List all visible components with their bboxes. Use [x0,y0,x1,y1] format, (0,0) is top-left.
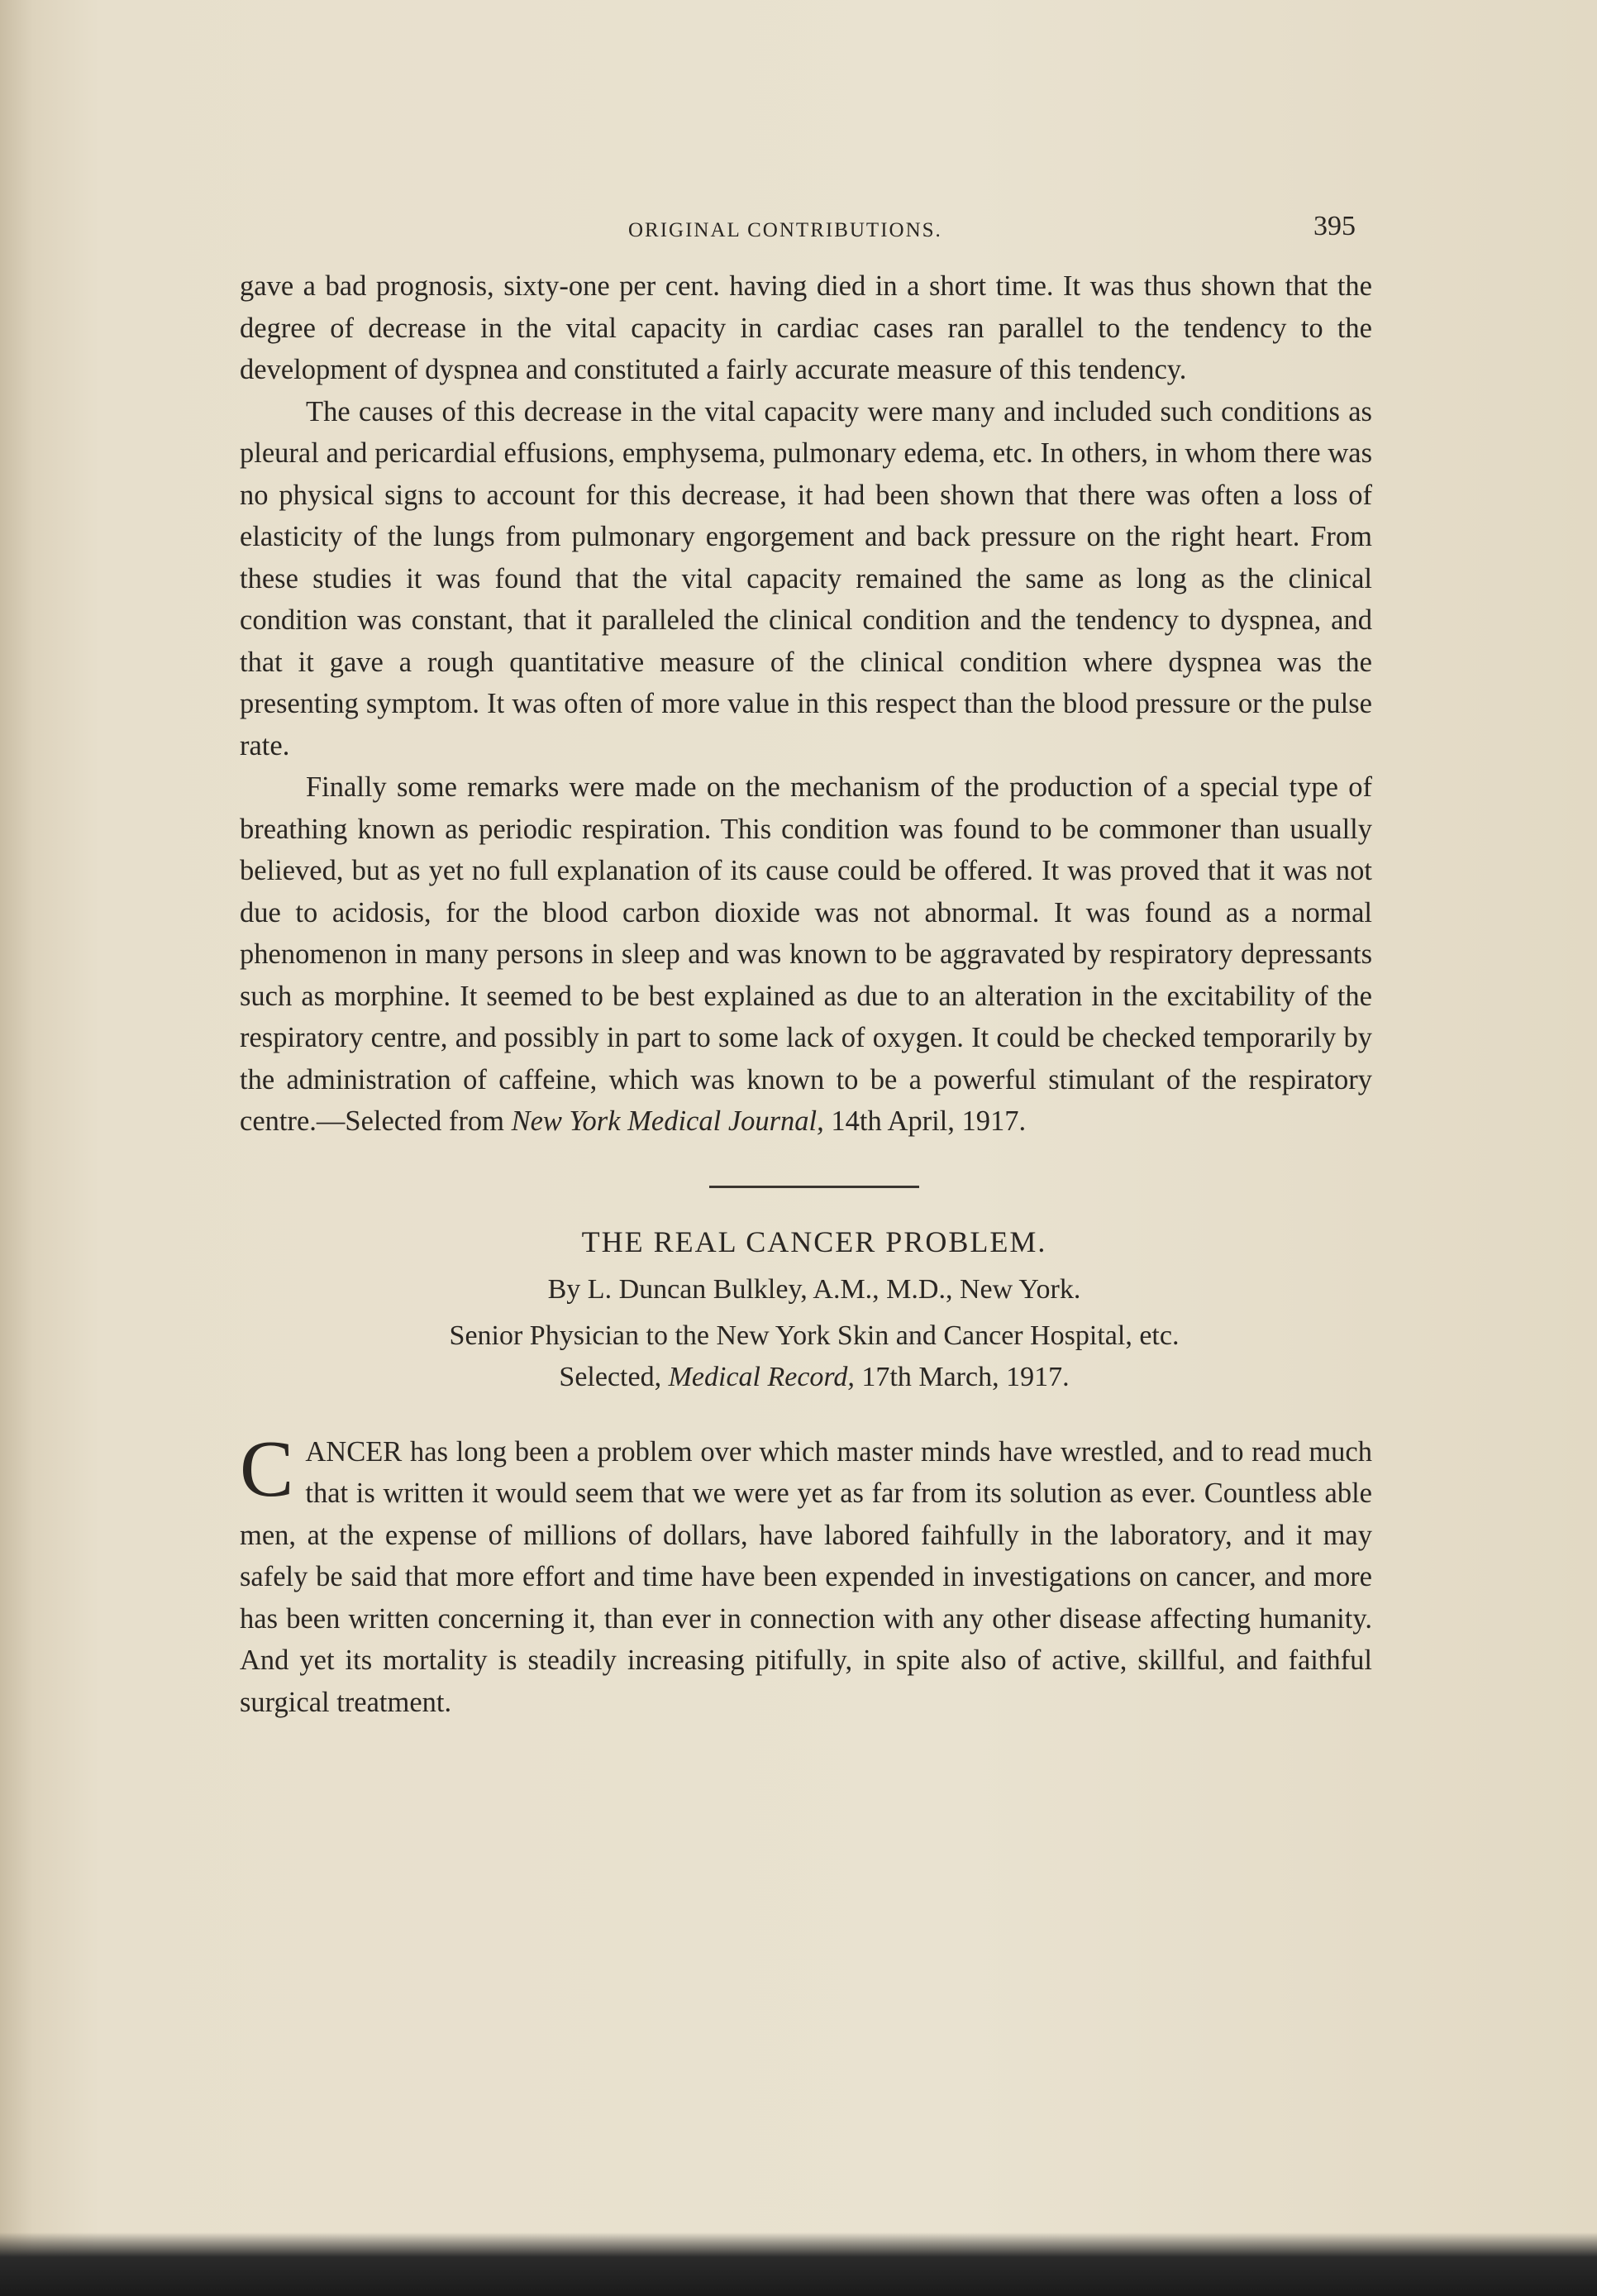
paragraph-text: Finally some remarks were made on the mechanism of the production of a special type of breathing known as periodic respiration. This condition was found to be commoner than usually believed, but as yet no full explanation of its cause could be offered. It was proved that it was not due to acidosis, for the blood carbon dioxide was not abnormal. It was found as a normal phenomenon in many persons in sleep and was known to be aggravated by respiratory depressants such as morphine. It seemed to be best explained as due to an alteration in the excitability of the respiratory centre, and possibly in part to some lack of oxygen. It could be checked temporarily by the administration of caffeine, which was known to be a powerful stimulant of the respiratory centre.—Selected from [240,771,1372,1137]
continued-article [240,265,1372,1143]
page-number: 395 [1313,211,1356,241]
running-head [240,211,1372,260]
article-paragraph: ANCER has long been a problem over which master minds have wrestled, and to read much that is written it would seem that we were yet as far from its solution as ever. Countless able men, at the expense of millions of dollars, have labored faihfully in the laboratory, and it may safely be said that more effort and time have been expended in investigations on cancer, and more has been written concerning it, than ever in connection with any other disease affecting humanity. And yet its mortality is steadily increasing pitifully, in spite also of active, skillful, and faithful surgical treatment. [240,1435,1372,1718]
page-content [240,211,1372,1723]
paragraph [240,766,1372,1143]
article-body [240,1424,1372,1724]
article-source-prefix: Selected, [559,1361,662,1392]
section-divider [709,1186,919,1188]
paragraph: The causes of this decrease in the vital capacity were many and included such conditions as pleural and pericardial effusions, emphysema, pulmonary edema, etc. In others, in whom there was no physical signs to account for this decrease, it had been shown that there was often a loss of elasticity of the lungs from pulmonary engorgement and back pressure on the right heart. From these studies it was found that the vital capacity remained the same as long as the clinical condition was constant, that it paralleled the clinical condition and the tendency to dyspnea, and that it gave a rough quantitative measure of the clinical condition where dyspnea was the presenting symptom. It was often of more value in this respect than the blood pressure or the pulse rate. [240,395,1372,761]
article-source-journal: Medical Record, [668,1361,855,1392]
article-affiliation: Senior Physician to the New York Skin and Cancer Hospital, etc. [449,1320,1180,1351]
source-journal: New York Medical Journal, [511,1105,824,1137]
article-source [248,1357,1380,1398]
source-date: 14th April, 1917. [831,1105,1027,1137]
running-head-title: ORIGINAL CONTRIBUTIONS. [628,219,942,241]
paragraph: gave a bad prognosis, sixty-one per cent. having died in a short time. It was thus shown that the degree of decrease in the vital capacity in cardiac cases ran parallel to the tendency to the development of dyspnea and constituted a fairly accurate measure of this tendency. [240,270,1372,385]
drop-cap: C [240,1424,294,1514]
page-bottom-shadow [0,2232,1597,2296]
article-title: THE REAL CANCER PROBLEM. [581,1224,1047,1258]
article-source-date: 17th March, 1917. [861,1361,1070,1392]
article-byline: By L. Duncan Bulkley, A.M., M.D., New York. [547,1273,1081,1305]
